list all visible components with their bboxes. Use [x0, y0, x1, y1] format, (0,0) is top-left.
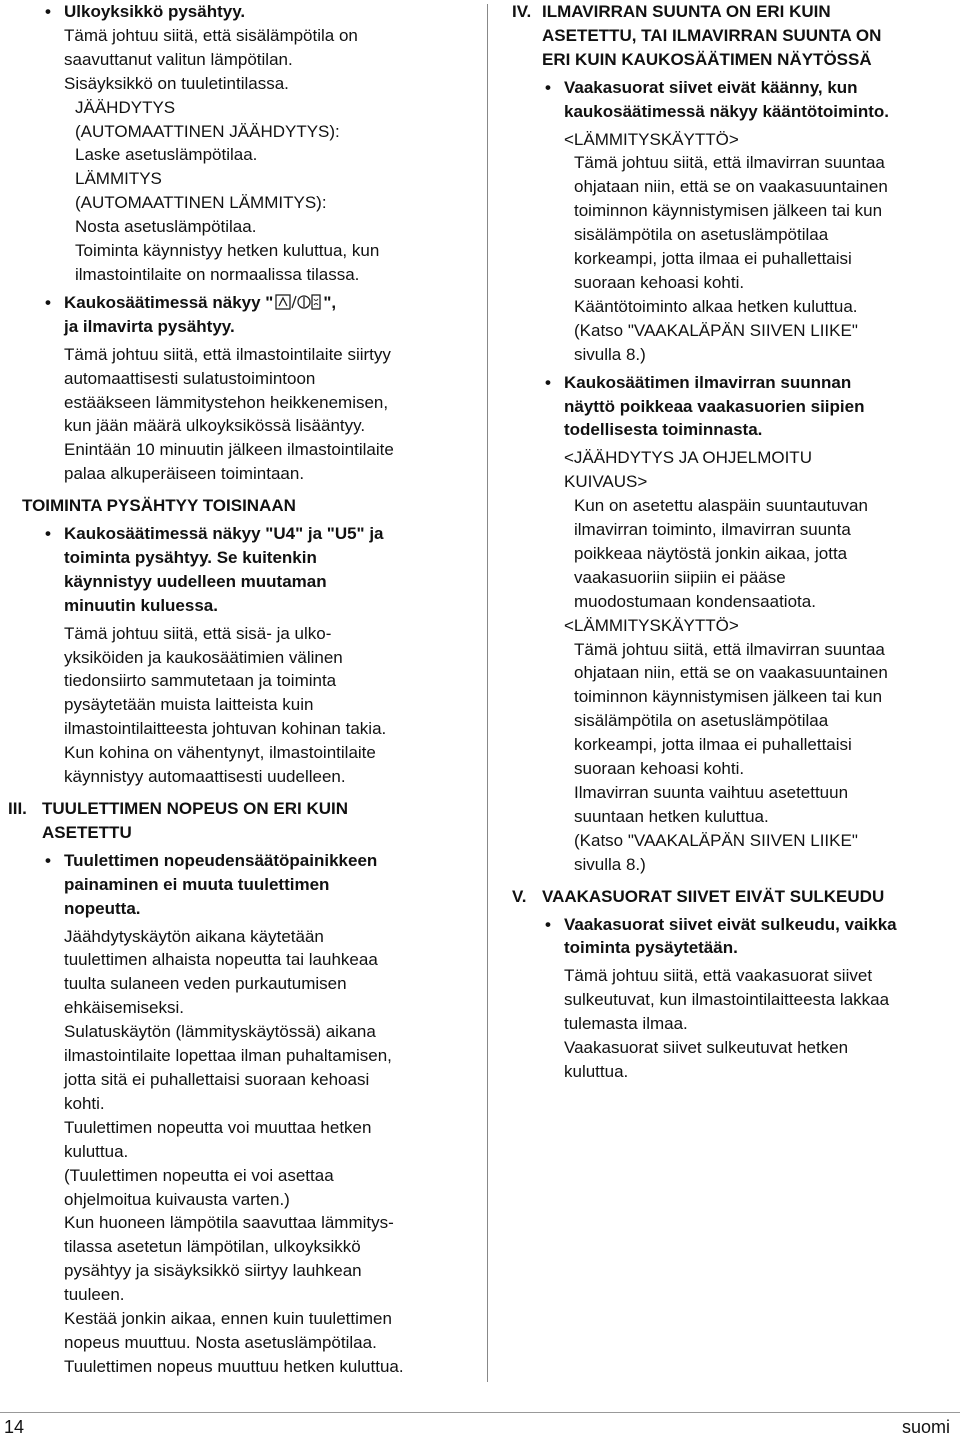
bullet-heading: • Kaukosäätimen ilmavirran suunnan näyttö poikkeaa vaakasuorien siipien todellisesta toiminnasta.	[542, 371, 958, 443]
section-heading-ii: TOIMINTA PYSÄHTYY TOISINAAN	[22, 496, 296, 516]
column-divider	[487, 4, 488, 1382]
bullet-heading: • Kaukosäätimessä näkyy "U4" ja "U5" ja toiminta pysähtyy. Se kuitenkin käynnistyy uudelleen muutaman minuutin kuluessa.	[42, 522, 472, 618]
section-heading-iv: IV. ILMAVIRRAN SUUNTA ON ERI KUIN ASETETTU, TAI ILMAVIRRAN SUUNTA ON ERI KUIN KAUKOSÄÄTIMEN NÄYTÖSSÄ	[512, 2, 882, 69]
bullet-body: Jäähdytyskäytön aikana käytetään tuulettimen alhaista nopeutta tai lauhkeaa tuulta sulaneen veden purkautumisen ehkäisemiseksi. Sulatuskäytön (lämmityskäytössä) aikana ilmastointilaite lopettaa ilman puhaltamisen, jotta sitä ei puhallettaisi suoraan kehoasi kohti. Tuulettimen nopeutta voi muuttaa hetken kuluttua. (Tuulettimen nopeutta ei voi asettaa ohjelmoitua kuivausta varten.) Kun huoneen lämpötila saavuttaa lämmitys- tilassa asetetun lämpötilan, ulkoyksikkö pysähtyy ja sisäyksikkö siirtyy lauhkean tuuleen. Kestää jonkin aikaa, ennen kuin tuulettimen nopeus muuttuu. Nosta asetuslämpötilaa. Tuulettimen nopeus muuttuu hetken kuluttua.	[64, 926, 404, 1376]
bullet-body: Tämä johtuu siitä, että sisälämpötila on saavuttanut valitun lämpötilan. Sisäyksikkö on tuuletintilassa.	[64, 25, 358, 93]
defrost-fan-icon	[275, 294, 321, 310]
bullet-body: Tämä johtuu siitä, että vaakasuorat siivet sulkeutuvat, kun ilmastointilaitteesta lakkaa tulemasta ilmaa. Vaakasuorat siivet sulkeutuvat hetken kuluttua.	[564, 966, 890, 1081]
section-heading-v: V. VAAKASUORAT SIIVET EIVÄT SULKEUDU	[512, 886, 885, 906]
footer-rule	[0, 1412, 960, 1413]
page-language: suomi	[901, 1417, 950, 1437]
item-louvers-not-swing	[512, 76, 958, 367]
left-column	[8, 0, 472, 1379]
item-outdoor-unit-stops	[42, 0, 472, 287]
item-display-differs	[512, 371, 958, 877]
item-louvers-not-close	[512, 913, 958, 1084]
bullet-heading: • Vaakasuorat siivet eivät käänny, kun kaukosäätimessä näkyy kääntötoiminto.	[542, 76, 958, 124]
bullet-body: <LÄMMITYSKÄYTTÖ> Tämä johtuu siitä, että ilmavirran suuntaa ohjataan niin, että se on vaakasuuntainen toiminnon käynnistymisen jälkeen tai kun sisälämpötila on asetuslämpötilaa korkeampi, jotta ilmaa ei puhallettaisi suoraan kehoasi kohti. Kääntötoiminto alkaa hetken kuluttua. (Katso "VAAKALÄPÄN SIIVEN LIIKE" sivulla 8.)	[564, 129, 888, 364]
right-column	[512, 0, 958, 1084]
section-heading-iii: III. TUULETTIMEN NOPEUS ON ERI KUIN ASETETTU	[8, 799, 349, 842]
bullet-heading: • Kaukosäätimessä näkyy " ", ja ilmavirta pysähtyy.	[42, 291, 472, 339]
item-defrost-display	[42, 291, 472, 486]
bullet-heading: • Tuulettimen nopeudensäätöpainikkeen painaminen ei muuta tuulettimen nopeutta.	[42, 849, 472, 921]
bullet-body: Tämä johtuu siitä, että ilmastointilaite siirtyy automaattisesti sulatustoimintoon estääkseen lämmitystehon heikkenemisen, kun jään määrä ulkoyksikössä lisääntyy. Enintään 10 minuutin jälkeen ilmastointilaite palaa alkuperäiseen toimintaan.	[64, 344, 394, 484]
bullet-body: <JÄÄHDYTYS JA OHJELMOITU KUIVAUS> Kun on asetettu alaspäin suuntautuvan ilmavirran toiminto, ilmavirran suunta poikkeaa näytöstä jonkin aikaa, jotta vaakasuoriin siipiin ei pääse muodostumaan kondensaatiota. <LÄMMITYSKÄYTTÖ> Tämä johtuu siitä, että ilmavirran suuntaa ohjataan niin, että se on vaakasuuntainen toiminnon käynnistymisen jälkeen tai kun sisälämpötila on asetuslämpötilaa korkeampi, jotta ilmaa ei puhallettaisi suoraan kehoasi kohti. Ilmavirran suunta vaihtuu asetettuun suuntaan hetken kuluttua. (Katso "VAAKALÄPÄN SIIVEN LIIKE" sivulla 8.)	[564, 448, 888, 874]
mode-list: JÄÄHDYTYS (AUTOMAATTINEN JÄÄHDYTYS): Laske asetuslämpötilaa. LÄMMITYS (AUTOMAATTINEN LÄMMITYS): Nosta asetuslämpötilaa. Toiminta käynnistyy hetken kuluttua, kun ilmastointilaite on normaalissa tilassa.	[75, 97, 380, 284]
bullet-heading: • Vaakasuorat siivet eivät sulkeudu, vaikka toiminta pysäytetään.	[542, 913, 958, 961]
bullet-body: Tämä johtuu siitä, että sisä- ja ulko- yksiköiden ja kaukosäätimien välinen tiedonsiirto sammutetaan ja toiminta pysäytetään muista laitteista kuin ilmastointilaitteesta johtuvan kohinan takia. Kun kohina on vähentynyt, ilmastointilaite käynnistyy automaattisesti uudelleen.	[64, 623, 387, 787]
item-u4-u5	[42, 522, 472, 789]
item-fan-speed	[42, 849, 472, 1379]
bullet-heading: • Ulkoyksikkö pysähtyy.	[42, 0, 472, 24]
page-number: 14	[4, 1417, 25, 1437]
